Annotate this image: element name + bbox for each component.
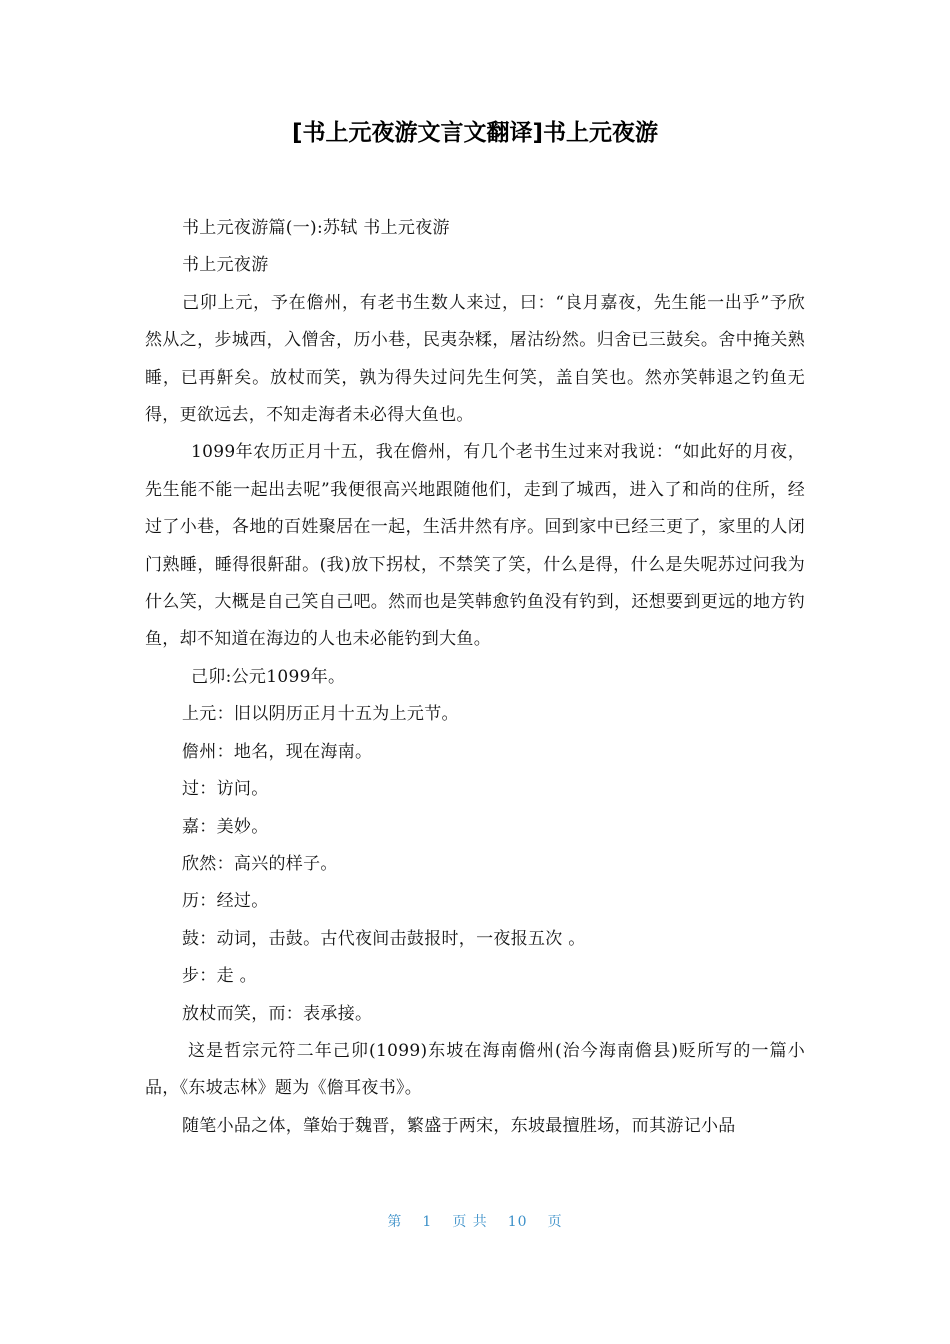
note-jimao: 己卯:公元1099年。	[191, 666, 346, 687]
note-bu: 步：走 。	[182, 966, 257, 987]
note-danzhou: 儋州：地名，现在海南。	[182, 741, 373, 762]
note-fangzhang: 放杖而笑，而：表承接。	[182, 1003, 373, 1024]
note-shangyuan: 上元：旧以阴历正月十五为上元节。	[182, 704, 459, 725]
note-jia: 嘉：美妙。	[182, 816, 269, 837]
footer-current-page: 1	[422, 1214, 433, 1230]
note-li: 历：经过。	[182, 891, 269, 912]
document-body	[145, 210, 805, 1145]
paragraph-background: 这是哲宗元符二年己卯(1099)东坡在海南儋州(治今海南儋县)贬所写的一篇小品，《东坡志林》题为《儋耳夜书》。	[145, 1040, 805, 1099]
paragraph-original-text: 己卯上元，予在儋州，有老书生数人来过，曰：“良月嘉夜，先生能一出乎”予欣然从之，步城西，入僧舍，历小巷，民夷杂糅，屠沽纷然。归舍已三鼓矣。舍中掩关熟睡，已再鼾矣。放杖而笑，孰为得失过问先生何笑，盖自笑也。然亦笑韩退之钓鱼无得，更欲远去，不知走海者未必得大鱼也。	[145, 292, 805, 426]
page-footer	[0, 1212, 950, 1232]
document-title: [书上元夜游文言文翻译]书上元夜游	[291, 120, 659, 146]
note-xinran: 欣然：高兴的样子。	[182, 853, 338, 874]
footer-total-pages: 10	[507, 1214, 528, 1230]
paragraph-subtitle: 书上元夜游	[182, 255, 269, 276]
paragraph-commentary: 随笔小品之体，肇始于魏晋，繁盛于两宋，东坡最擅胜场，而其游记小品	[182, 1115, 736, 1136]
footer-label-of: 页 共	[452, 1214, 488, 1230]
footer-label-pages: 页	[547, 1214, 563, 1230]
paragraph-heading: 书上元夜游篇(一):苏轼 书上元夜游	[182, 218, 450, 238]
note-guo: 过：访问。	[182, 779, 269, 800]
footer-label-page: 第	[387, 1214, 403, 1230]
note-gu: 鼓：动词，击鼓。古代夜间击鼓报时，一夜报五次 。	[182, 928, 586, 949]
paragraph-translation: 1099年农历正月十五，我在儋州，有几个老书生过来对我说：“如此好的月夜，先生能不能一起出去呢”我便很高兴地跟随他们，走到了城西，进入了和尚的住所，经过了小巷，各地的百姓聚居在一起，生活井然有序。回到家中已经三更了，家里的人闭门熟睡，睡得很鼾甜。(我)放下拐杖，不禁笑了笑，什么是得，什么是失呢苏过问我为什么笑，大概是自己笑自己吧。然而也是笑韩愈钓鱼没有钓到，还想要到更远的地方钓鱼，却不知道在海边的人也未必能钓到大鱼。	[145, 442, 805, 650]
